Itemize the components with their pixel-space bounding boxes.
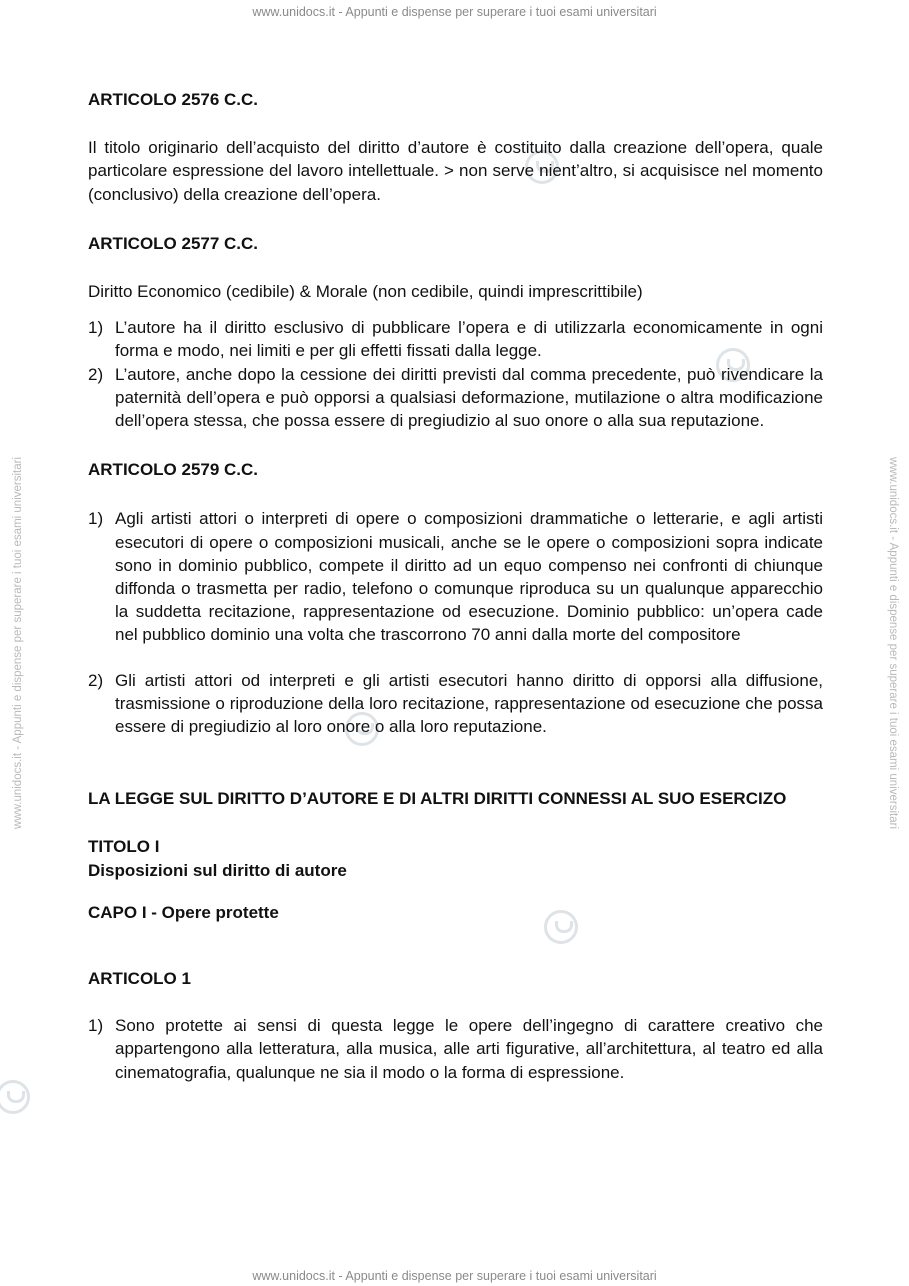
document-body	[88, 88, 823, 1084]
list-number: 1)	[88, 318, 104, 338]
list-item	[88, 507, 823, 646]
header-watermark: www.unidocs.it - Appunti e dispense per superare i tuoi esami universitari	[252, 5, 657, 19]
list-number: 1)	[88, 509, 104, 529]
list-2577	[88, 316, 823, 432]
heading-capo: CAPO I - Opere protette	[88, 902, 279, 922]
list-item	[88, 363, 823, 433]
list-articolo-1	[88, 1014, 823, 1084]
heading-titolo: TITOLO I	[88, 837, 160, 857]
intro-2577: Diritto Economico (cedibile) & Morale (non cedibile, quindi imprescrittibile)	[88, 282, 643, 302]
list-number: 1)	[88, 1016, 104, 1036]
list-number: 2)	[88, 670, 104, 690]
footer-watermark: www.unidocs.it - Appunti e dispense per superare i tuoi esami universitari	[252, 1269, 657, 1283]
heading-titolo-sub: Disposizioni sul diritto di autore	[88, 860, 347, 880]
list-item	[88, 1014, 823, 1084]
side-watermark-right: www.unidocs.it - Appunti e dispense per superare i tuoi esami universitari	[887, 456, 899, 830]
list-item-text: L’autore ha il diritto esclusivo di pubblicare l’opera e di utilizzarla economicamente in ogni forma e modo, nei limiti e per gli effetti fissati dalla legge.	[115, 318, 823, 361]
heading-articolo-1: ARTICOLO 1	[88, 969, 191, 989]
list-item-text: L’autore, anche dopo la cessione dei diritti previsti dal comma precedente, può rivendicare la paternità dell’opera e può opporsi a qualsiasi deformazione, mutilazione o altra modificazione dell’opera stessa, che possa essere di pregiudizio al suo onore o alla sua reputazione.	[115, 364, 823, 431]
heading-articolo-2576: ARTICOLO 2576 C.C.	[88, 90, 259, 109]
unidocs-logo-icon	[0, 1080, 30, 1114]
heading-legge: LA LEGGE SUL DIRITTO D’AUTORE E DI ALTRI DIRITTI CONNESSI AL SUO ESERCIZO	[88, 789, 787, 809]
heading-articolo-2577: ARTICOLO 2577 C.C.	[88, 233, 259, 253]
list-item	[88, 669, 823, 739]
list-number: 2)	[88, 364, 104, 384]
paragraph-2576: Il titolo originario dell’acquisto del diritto d’autore è costituito dalla creazione dell’opera, quale particolare espressione del lavoro intellettuale. > non serve nient’altro, si acquisisce nel momento (conclusivo) della creazione dell’opera.	[88, 138, 823, 204]
list-item	[88, 316, 823, 362]
heading-articolo-2579: ARTICOLO 2579 C.C.	[88, 460, 259, 480]
list-item-text: Gli artisti attori od interpreti e gli artisti esecutori hanno diritto di opporsi alla diffusione, trasmissione o riproduzione della loro recitazione, rappresentazione od esecuzione che possa essere di pregiudizio al loro onore o alla loro reputazione.	[115, 670, 823, 737]
list-item-text: Agli artisti attori o interpreti di opere o composizioni drammatiche o letterarie, e agli artisti esecutori di opere o composizioni musicali, anche se le opere o composizioni sopra indicate sono in dominio pubblico, compete il diritto ad un equo compenso nei confronti di chiunque diffonda o trasmetta per radio, telefono o comunque riproduca su un qualunque apparecchio la suddetta recitazione, rappresentazione od esecuzione. Dominio pubblico: un’opera cade nel pubblico dominio una volta che trascorrono 70 anni dalla morte del compositore	[115, 509, 823, 645]
list-item-text: Sono protette ai sensi di questa legge le opere dell’ingegno di carattere creativo che appartengono alla letteratura, alla musica, alle arti figurative, all’architettura, al teatro ed alla cinematografia, qualunque ne sia il modo o la forma di espressione.	[115, 1016, 823, 1082]
list-2579	[88, 507, 823, 738]
side-watermark-left: www.unidocs.it - Appunti e dispense per superare i tuoi esami universitari	[12, 456, 24, 830]
